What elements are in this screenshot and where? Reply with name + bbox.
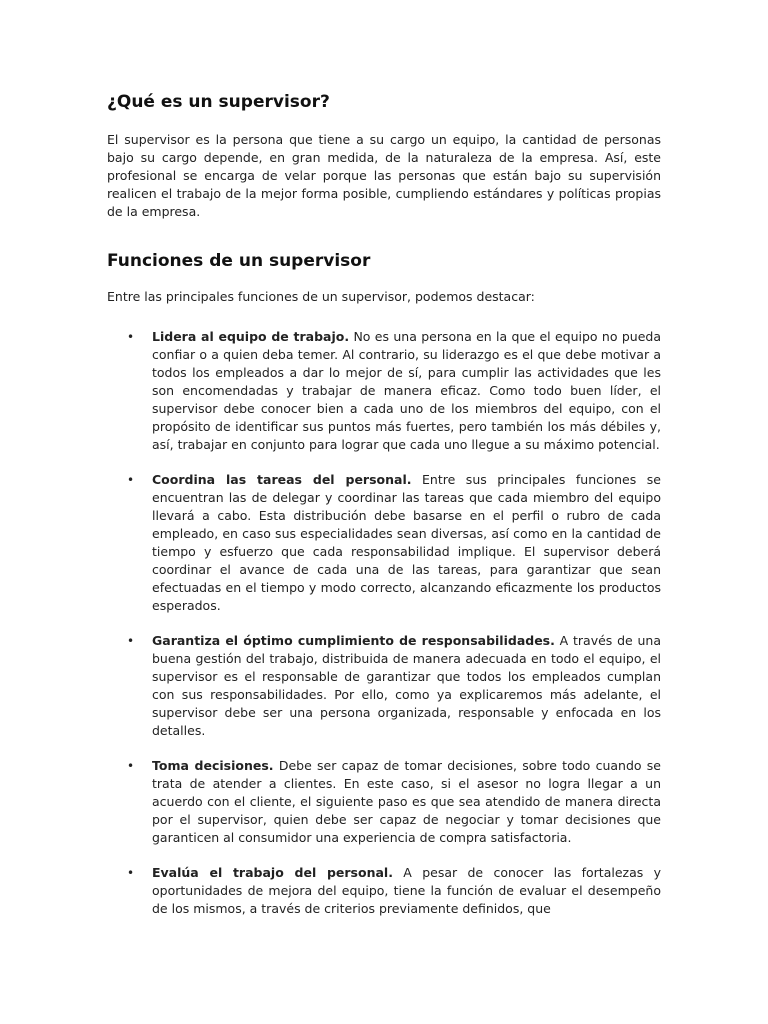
list-item <box>107 471 661 615</box>
item-term: Evalúa el trabajo del personal. <box>152 865 393 880</box>
item-term: Lidera al equipo de trabajo. <box>152 329 350 344</box>
list-item <box>107 632 661 740</box>
item-text: A pesar de conocer las fortalezas y oportunidades de mejora del equipo, tiene la función de evaluar el desempeño de los mismos, a través de criterios previamente definidos, que <box>152 865 661 916</box>
document-page <box>107 92 661 935</box>
bullet-icon: • <box>127 759 135 773</box>
list-item <box>107 864 661 918</box>
item-term: Garantiza el óptimo cumplimiento de responsabilidades. <box>152 633 555 648</box>
item-term: Toma decisiones. <box>152 758 274 773</box>
item-text: No es una persona en la que el equipo no pueda confiar o a quien deba temer. Al contrario, su liderazgo es el que debe motivar a todos los empleados a dar lo mejor de sí, para cumplir las actividades que les son encomendadas y trabajar de manera eficaz. Como todo buen líder, el supervisor debe conocer bien a cada uno de los miembros del equipo, con el propósito de identificar sus puntos más fuertes, pero también los más débiles y, así, trabajar en conjunto para lograr que cada uno llegue a su máximo potencial. <box>152 329 661 452</box>
item-text: Debe ser capaz de tomar decisiones, sobre todo cuando se trata de atender a clientes. En este caso, si el asesor no logra llegar a un acuerdo con el cliente, el siguiente paso es que sea atendido de manera directa por el supervisor, quien debe ser capaz de negociar y tomar decisiones que garanticen al consumidor una experiencia de compra satisfactoria. <box>152 758 662 845</box>
item-text: Entre sus principales funciones se encuentran las de delegar y coordinar las tareas que cada miembro del equipo llevará a cabo. Esta distribución debe basarse en el perfil o rubro de cada empleado, en caso sus especialidades sean diversas, así como en la cantidad de tiempo y esfuerzo que cada responsabilidad implique. El supervisor deberá coordinar el avance de cada una de las tareas, para garantizar que sean efectuadas en el tiempo y modo correcto, alcanzando eficazmente los productos esperados. <box>152 472 661 613</box>
item-term: Coordina las tareas del personal. <box>152 472 412 487</box>
list-item <box>107 328 661 454</box>
bullet-icon: • <box>127 473 135 487</box>
section-title-que-es: ¿Qué es un supervisor? <box>107 92 330 112</box>
bullet-icon: • <box>127 330 135 344</box>
list-item <box>107 757 661 847</box>
section-title-funciones: Funciones de un supervisor <box>107 251 371 271</box>
bullet-icon: • <box>127 634 135 648</box>
functions-list <box>107 328 661 918</box>
bullet-icon: • <box>127 866 135 880</box>
intro-paragraph: El supervisor es la persona que tiene a su cargo un equipo, la cantidad de personas bajo su cargo depende, en gran medida, de la naturaleza de la empresa. Así, este profesional se encarga de velar porque las personas que están bajo su supervisión realicen el trabajo de la mejor forma posible, cumpliendo estándares y políticas propias de la empresa. <box>107 132 661 219</box>
item-text: A través de una buena gestión del trabajo, distribuida de manera adecuada en todo el equipo, el supervisor es el responsable de garantizar que todos los empleados cumplan con sus responsabilidades. Por ello, como ya explicaremos más adelante, el supervisor debe ser una persona organizada, responsable y enfocada en los detalles. <box>152 633 661 738</box>
functions-lead: Entre las principales funciones de un supervisor, podemos destacar: <box>107 289 535 304</box>
